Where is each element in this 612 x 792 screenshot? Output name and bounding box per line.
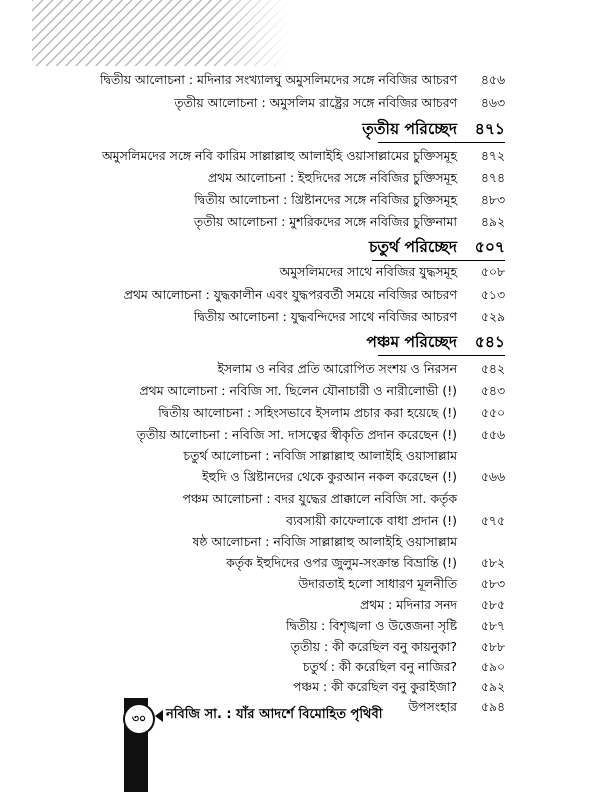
toc-entry-page: ৫৯০ xyxy=(480,659,505,674)
toc-entry-title: অমুসলিমদের সাথে নবিজির যুদ্ধসমূহ xyxy=(279,264,457,279)
heading-underline xyxy=(372,260,505,261)
toc-entry[interactable] xyxy=(120,307,505,326)
toc-entry-page: ৫৪২ xyxy=(480,361,505,376)
toc-entry-title: চতুর্থ আলোচনা : নবিজি সাল্লাল্লাহু আলাইহি ওয়াসাল্লাম xyxy=(183,448,457,463)
decorative-stripes xyxy=(32,0,290,66)
toc-entry-title: তৃতীয় আলোচনা : মুশরিকদের সঙ্গে নবিজির চুক্তিনামা xyxy=(193,214,457,229)
arrow-left-icon xyxy=(155,710,163,722)
toc-entry-title: পঞ্চম : কী করেছিল বনু কুরাইজা? xyxy=(292,679,457,694)
toc-entry-page: ৫৮৭ xyxy=(480,618,505,633)
toc-entry[interactable] xyxy=(120,190,505,209)
toc-entry-page: ৪৭৪ xyxy=(480,170,505,185)
heading-underline xyxy=(378,355,505,356)
toc-entry-page: ৫১৩ xyxy=(480,287,505,302)
toc-entry-page: ৪৭২ xyxy=(480,148,505,163)
toc-entry-page: ৪৯২ xyxy=(480,214,505,229)
toc-entry-page: ৪৬৩ xyxy=(480,95,505,110)
toc-entry[interactable] xyxy=(120,285,505,304)
toc-entry[interactable] xyxy=(120,489,505,508)
toc-entry-title: তৃতীয় আলোচনা : অমুসলিম রাষ্ট্রের সঙ্গে নবিজির আচরণ xyxy=(174,95,457,110)
toc-entry-page: ৫২৯ xyxy=(480,309,505,324)
toc-entry-title: ষষ্ঠ আলোচনা : নবিজি সাল্লাল্লাহু আলাইহি ওয়াসাল্লাম xyxy=(192,534,457,549)
chapter-heading-page: ৫০৭ xyxy=(474,238,505,256)
book-title: নবিজি সা. : যাঁর আদর্শে বিমোহিত পৃথিবী xyxy=(166,707,383,722)
toc-entry[interactable] xyxy=(120,657,505,676)
toc-entry[interactable] xyxy=(120,212,505,231)
toc-entry-page: ৫৮৮ xyxy=(480,639,505,654)
toc-entry-title: দ্বিতীয় আলোচনা : মদিনার সংখ্যালঘু অমুসলিমদের সঙ্গে নবিজির আচরণ xyxy=(99,72,457,87)
chapter-heading-title: চতুর্থ পরিচ্ছেদ xyxy=(369,238,457,256)
toc-entry-title: প্রথম : মদিনার সনদ xyxy=(360,597,457,612)
toc-entry-title: উপসংহার xyxy=(408,699,457,714)
toc-entry-page: ৫৭৫ xyxy=(480,513,505,528)
toc-entry-page: ৫৪৩ xyxy=(480,383,505,398)
toc-entry[interactable] xyxy=(120,403,505,422)
toc-entry-title: কর্তৃক ইহুদিদের ওপর জুলুম-সংক্রান্ত বিভ্রান্তি (!) xyxy=(226,555,457,570)
toc-entry-title: দ্বিতীয় আলোচনা : খ্রিষ্টানদের সঙ্গে নবিজির চুক্তিসমূহ xyxy=(194,192,457,207)
toc-entry-page: ৫৫৬ xyxy=(480,427,505,442)
toc-entry[interactable] xyxy=(120,425,505,444)
toc-entry[interactable] xyxy=(120,595,505,614)
toc-entry-title: চতুর্থ : কী করেছিল বনু নাজির? xyxy=(302,659,457,674)
toc-entry-page: ৫০৮ xyxy=(480,264,505,279)
toc-entry[interactable] xyxy=(120,637,505,656)
toc-entry-page: ৫৬৬ xyxy=(480,469,505,484)
toc-entry[interactable] xyxy=(120,616,505,635)
toc-entry-page: ৫৮৫ xyxy=(480,597,505,612)
chapter-heading[interactable] xyxy=(120,238,505,257)
chapter-heading-page: ৫৪১ xyxy=(474,333,505,351)
toc-entry[interactable] xyxy=(120,446,505,465)
toc-entry[interactable] xyxy=(120,511,505,530)
toc-entry-title: প্রথম আলোচনা : ইহুদিদের সঙ্গে নবিজির চুক্তিসমূহ xyxy=(207,170,457,185)
toc-entry-title: পঞ্চম আলোচনা : বদর যুদ্ধের প্রাক্কালে নবিজি সা. কর্তৃক xyxy=(182,491,457,506)
toc-entry-title: তৃতীয় আলোচনা : নবিজি সা. দাসত্বের স্বীকৃতি প্রদান করেছেন (!) xyxy=(136,427,457,442)
chapter-heading-title: তৃতীয় পরিচ্ছেদ xyxy=(362,120,457,138)
chapter-heading-title: পঞ্চম পরিচ্ছেদ xyxy=(366,333,457,351)
toc-entry[interactable] xyxy=(120,574,505,593)
toc-entry-title: উদারতাই হলো সাধারণ মূলনীতি xyxy=(298,576,457,591)
page-number: ৩০ xyxy=(123,703,155,735)
toc-entry[interactable] xyxy=(120,467,505,486)
toc-entry-title: অমুসলিমদের সঙ্গে নবি কারিম সাল্লাল্লাহু আলাইহি ওয়াসাল্লামের চুক্তিসমূহ xyxy=(101,148,457,163)
chapter-heading-page: ৪৭১ xyxy=(474,120,505,138)
toc-entry-page: ৫৫০ xyxy=(480,405,505,420)
toc-entry[interactable] xyxy=(101,146,505,165)
toc-entry-title: তৃতীয় : কী করেছিল বনু কায়নুকা? xyxy=(290,639,457,654)
toc-entry-page: ৫৯২ xyxy=(480,679,505,694)
toc-entry-title: প্রথম আলোচনা : নবিজি সা. ছিলেন যৌনাচারী ও নারীলোভী (!) xyxy=(139,383,457,398)
toc-entry[interactable] xyxy=(120,262,505,281)
toc-entry[interactable] xyxy=(120,677,505,696)
toc-entry[interactable] xyxy=(120,359,505,378)
chapter-heading[interactable] xyxy=(120,120,505,139)
toc-entry[interactable] xyxy=(120,381,505,400)
toc-entry-page: ৫৮২ xyxy=(480,555,505,570)
toc-entry[interactable] xyxy=(120,93,505,112)
toc-entry[interactable] xyxy=(120,168,505,187)
toc-entry-title: দ্বিতীয় আলোচনা : যুদ্ধবন্দিদের সাথে নবিজির আচরণ xyxy=(193,309,457,324)
toc-entry-title: ইহুদি ও খ্রিষ্টানদের থেকে কুরআন নকল করেছেন (!) xyxy=(202,469,457,484)
toc-entry-title: প্রথম আলোচনা : যুদ্ধকালীন এবং যুদ্ধপরবর্তী সময়ে নবিজির আচরণ xyxy=(123,287,457,302)
toc-entry-page: ৫৮৩ xyxy=(480,576,505,591)
toc-entry-page: ৪৫৬ xyxy=(480,72,505,87)
toc-entry[interactable] xyxy=(120,553,505,572)
toc-entry-title: দ্বিতীয় : বিশৃঙ্খলা ও উত্তেজনা সৃষ্টি xyxy=(285,618,457,633)
toc-entry[interactable] xyxy=(99,70,505,89)
toc-entry[interactable] xyxy=(120,532,505,551)
toc-entry-title: দ্বিতীয় আলোচনা : সহিংসভাবে ইসলাম প্রচার করা হয়েছে (!) xyxy=(158,405,457,420)
chapter-heading[interactable] xyxy=(120,333,505,352)
toc-entry-page: ৫৯৪ xyxy=(480,699,505,714)
toc-entry-title: ইসলাম ও নবির প্রতি আরোপিত সংশয় ও নিরসন xyxy=(217,361,457,376)
toc-entry-title: ব্যবসায়ী কাফেলাকে বাধা প্রদান (!) xyxy=(286,513,457,528)
heading-underline xyxy=(378,142,505,143)
toc-entry-page: ৪৮৩ xyxy=(480,192,505,207)
